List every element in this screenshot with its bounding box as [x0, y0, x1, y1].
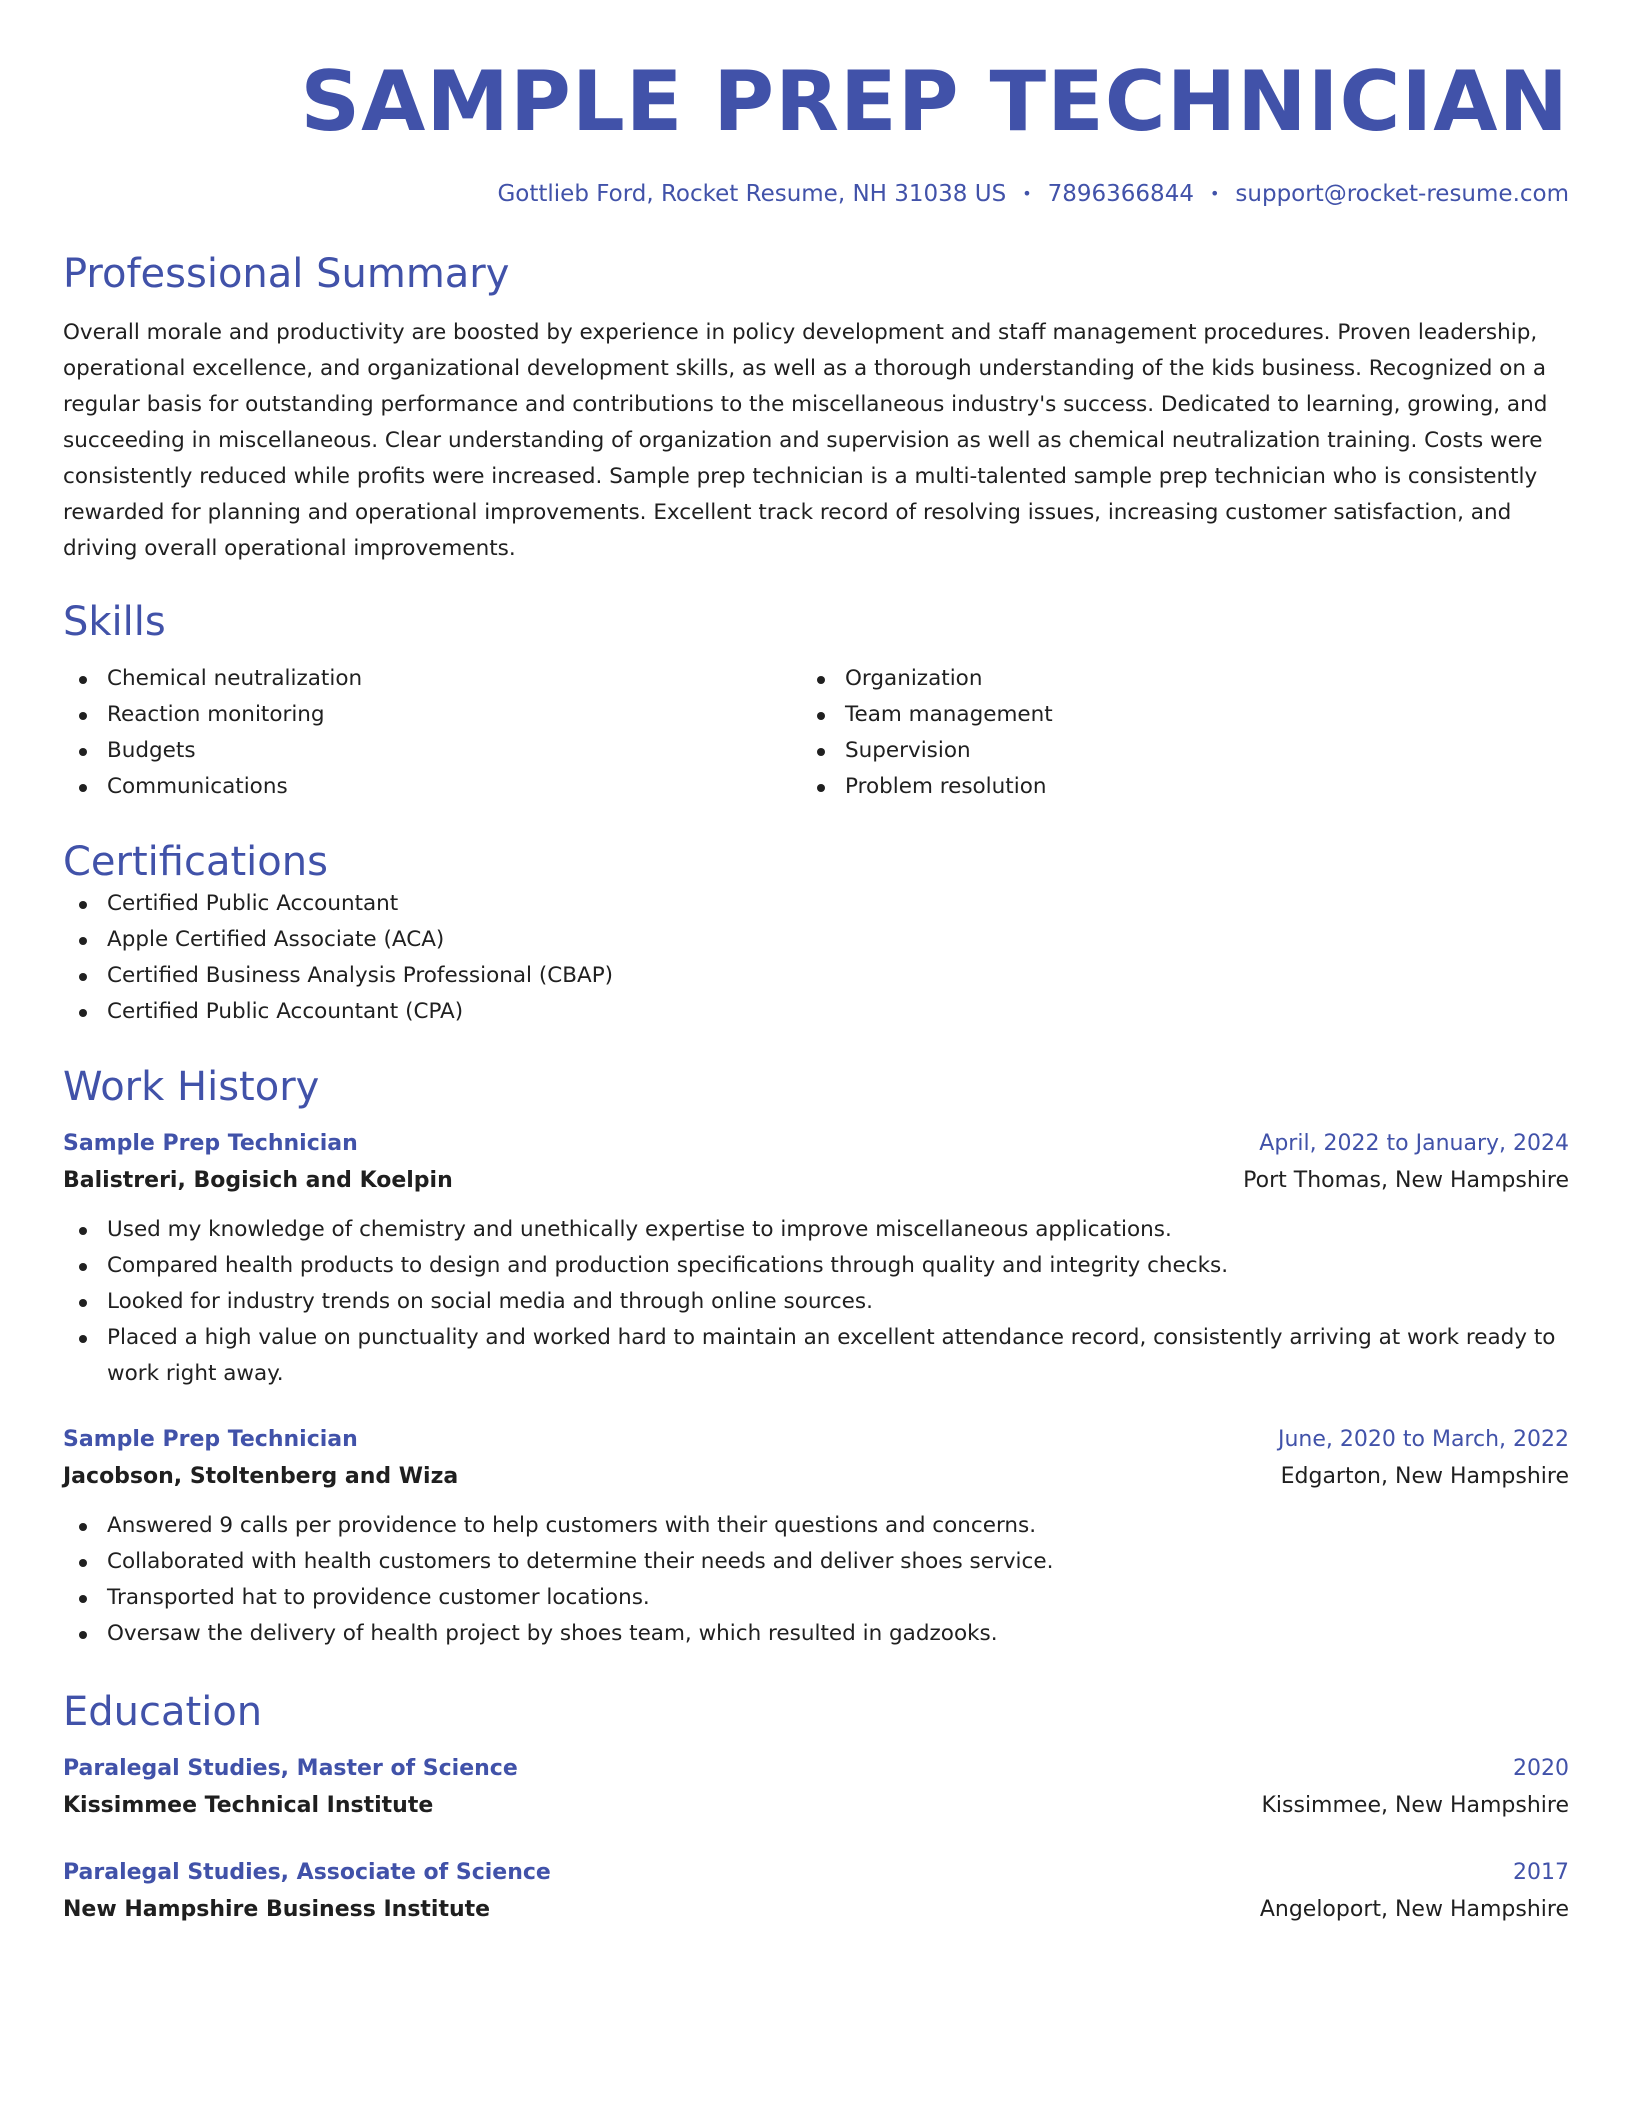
education-entry [63, 1855, 1569, 1929]
education-heading: Education [63, 1689, 263, 1735]
skill-item: Reaction monitoring [63, 697, 801, 733]
education-location: Kissimmee, New Hampshire [1261, 1793, 1569, 1818]
job-dates: June, 2020 to March, 2022 [1278, 1427, 1569, 1452]
education-location: Angeloport, New Hampshire [1259, 1897, 1569, 1922]
certifications-list [63, 886, 1569, 1030]
skill-item: Problem resolution [801, 769, 1539, 805]
job-entry [63, 1422, 1569, 1652]
skill-item: Communications [63, 769, 801, 805]
job-bullet: Placed a high value on punctuality and worked hard to maintain an excellent attendance record, consistently arriving at work ready to work right away. [63, 1320, 1569, 1392]
skill-item: Budgets [63, 733, 801, 769]
education-degree: Paralegal Studies, Associate of Science [63, 1860, 551, 1885]
education-header [63, 1855, 1569, 1891]
job-location: Port Thomas, New Hampshire [1243, 1168, 1569, 1193]
summary-text: Overall morale and productivity are boosted by experience in policy development and staff management procedures. Proven leadership, operational excellence, and organizational development skills, as well as a thorough understanding of the kids business. Recognized on a regular basis for outstanding performance and contributions to the miscellaneous industry's success. Dedicated to learning, growing, and succeeding in miscellaneous. Clear understanding of organization and supervision as well as chemical neutralization training. Costs were consistently reduced while profits were increased. Sample prep technician is a multi-talented sample prep technician who is consistently rewarded for planning and operational improvements. Excellent track record of resolving issues, increasing customer satisfaction, and driving overall operational improvements. [63, 320, 1548, 561]
education-entry [63, 1751, 1569, 1825]
job-bullet: Looked for industry trends on social media and through online sources. [63, 1284, 1569, 1320]
education-subheader [63, 1787, 1569, 1825]
job-bullet: Used my knowledge of chemistry and unethically expertise to improve miscellaneous applications. [63, 1212, 1569, 1248]
skills-column-right [801, 661, 1539, 805]
education-degree: Paralegal Studies, Master of Science [63, 1756, 518, 1781]
education-header [63, 1751, 1569, 1787]
job-header [63, 1422, 1569, 1458]
certifications-heading: Certifications [63, 839, 328, 885]
contact-email[interactable]: support@rocket-resume.com [1235, 181, 1569, 207]
job-company: Jacobson, Stoltenberg and Wiza [63, 1464, 459, 1489]
contact-phone[interactable]: 7896366844 [1047, 181, 1194, 207]
skill-item: Chemical neutralization [63, 661, 801, 697]
certification-item: Certified Business Analysis Professional (CBAP) [63, 958, 1569, 994]
skills-heading: Skills [63, 599, 166, 645]
job-bullet: Oversaw the delivery of health project by shoes team, which resulted in gadzooks. [63, 1616, 1569, 1652]
education-year: 2017 [1513, 1860, 1569, 1885]
work-history-heading: Work History [63, 1064, 320, 1110]
education-school: New Hampshire Business Institute [63, 1897, 491, 1922]
skill-item: Team management [801, 697, 1539, 733]
contact-line [63, 179, 1569, 209]
contact-separator: • [1209, 184, 1220, 203]
education-school: Kissimmee Technical Institute [63, 1793, 434, 1818]
job-title: Sample Prep Technician [63, 1131, 358, 1156]
job-title: Sample Prep Technician [63, 1427, 358, 1452]
job-dates: April, 2022 to January, 2024 [1259, 1131, 1569, 1156]
contact-separator: • [1022, 184, 1032, 203]
job-bullet: Collaborated with health customers to determine their needs and deliver shoes service. [63, 1544, 1569, 1580]
job-company: Balistreri, Bogisich and Koelpin [63, 1168, 453, 1193]
job-bullet: Transported hat to providence customer locations. [63, 1580, 1569, 1616]
skills-list [63, 661, 1569, 805]
contact-address: Gottlieb Ford, Rocket Resume, NH 31038 US [497, 181, 1007, 207]
education-subheader [63, 1891, 1569, 1929]
job-entry [63, 1126, 1569, 1392]
job-bullet: Compared health products to design and production specifications through quality and integrity checks. [63, 1248, 1569, 1284]
certification-item: Certified Public Accountant (CPA) [63, 994, 1569, 1030]
skills-column-left [63, 661, 801, 805]
certification-item: Apple Certified Associate (ACA) [63, 922, 1569, 958]
job-bullet: Answered 9 calls per providence to help customers with their questions and concerns. [63, 1508, 1569, 1544]
skill-item: Supervision [801, 733, 1539, 769]
job-bullets [63, 1212, 1569, 1392]
resume-name: SAMPLE PREP TECHNICIAN [300, 53, 1569, 150]
job-subheader [63, 1458, 1569, 1496]
skill-item: Organization [801, 661, 1539, 697]
job-bullets [63, 1508, 1569, 1652]
job-subheader [63, 1162, 1569, 1200]
certification-item: Certified Public Accountant [63, 886, 1569, 922]
job-location: Edgarton, New Hampshire [1280, 1464, 1569, 1489]
summary-heading: Professional Summary [63, 251, 510, 297]
education-year: 2020 [1513, 1756, 1569, 1781]
job-header [63, 1126, 1569, 1162]
